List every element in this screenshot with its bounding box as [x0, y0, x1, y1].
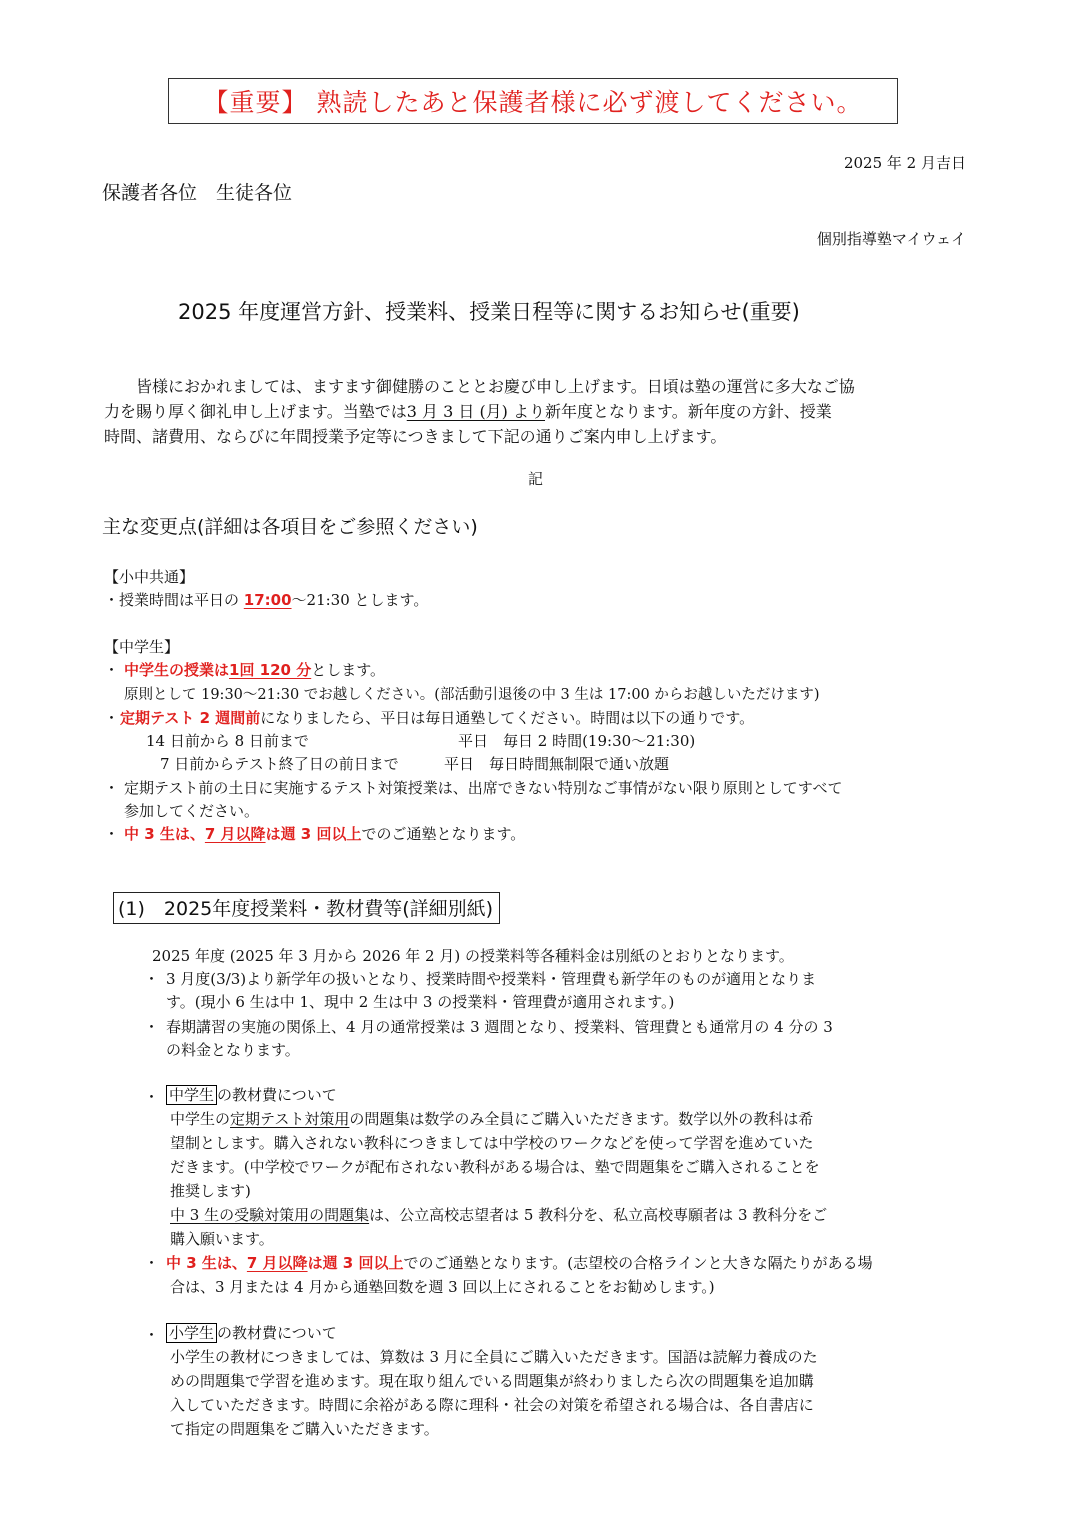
- jhs-l5-post: は、公立高校志望者は 5 教科分を、私立高校専願者は 3 教科分をご: [369, 1206, 828, 1224]
- new-year-date: 3 月 3 日 (月) より: [406, 402, 546, 421]
- important-banner: [168, 78, 898, 124]
- jhs-materials-mark: ・: [144, 1088, 160, 1106]
- schedule-row-2-value: 平日 毎日時間無制限で通い放題: [444, 755, 670, 773]
- jhs-bullet-2: [104, 707, 754, 728]
- els-materials-mark: ・: [144, 1326, 160, 1344]
- els-materials-title: [166, 1322, 337, 1343]
- els-materials-line-2: めの問題集で学習を進めます。現在取り組んでいる問題集が終わりましたら次の問題集を追加購: [170, 1372, 814, 1390]
- j3b-red-2: は週 3 回以上: [307, 1254, 404, 1272]
- jhs-box-label: 中学生: [166, 1085, 217, 1105]
- j3-bullet-mark: ・: [144, 1254, 160, 1272]
- jhs-lesson-post: とします。: [311, 661, 386, 679]
- common-label: 【小中共通】: [104, 568, 195, 586]
- jhs-bullet-2-post: になりましたら、平日は毎日通塾してください。時間は以下の通りです。: [260, 709, 755, 727]
- jhs-bullet-3: [104, 777, 843, 798]
- bullet-mark: ・: [104, 661, 120, 679]
- intro-line-2-pre: 力を賜り厚く御礼申し上げます。当塾では: [104, 402, 407, 421]
- j3-bullet-line-1: [166, 1252, 873, 1273]
- jhs-bullet-1: [104, 659, 385, 680]
- section-1-intro: 2025 年度 (2025 年 3 月から 2026 年 2 月) の授業料等各種料金は別紙のとおりとなります。: [152, 947, 794, 965]
- common-item: [104, 589, 428, 610]
- section-1-heading: (1) 2025年度授業料・教材費等(詳細別紙): [113, 892, 500, 924]
- s1-bullet-2-line-1: 春期講習の実施の関係上、4 月の通常授業は 3 週間となり、授業料、管理費とも通常月の 4 分の 3: [166, 1018, 833, 1036]
- jhs-l1-pre: 中学生の: [170, 1110, 231, 1128]
- test-two-weeks: 定期テスト 2 週間前: [120, 709, 261, 727]
- jhs-materials-line-6: 購入願います。: [170, 1230, 274, 1248]
- els-materials-title-text: の教材費について: [217, 1324, 337, 1342]
- s1-bullet-1-line-1: 3 月度(3/3)より新学年の扱いとなり、授業時間や授業料・管理費も新学年のものが適用となりま: [166, 970, 817, 988]
- s1-bullet-2-line-2: の料金となります。: [166, 1041, 300, 1059]
- common-item-post: 〜21:30 とします。: [291, 591, 429, 609]
- jhs-materials-line-5: [170, 1204, 827, 1225]
- intro-line-1: 皆様におかれましては、ますます御健勝のこととお慶び申し上げます。日頃は塾の運営に多大なご協: [136, 377, 855, 396]
- jhs-materials-line-3: だきます。(中学校でワークが配布されない教科がある場合は、塾で問題集をご購入されることを: [170, 1158, 820, 1176]
- changes-heading: 主な変更点(詳細は各項目をご参照ください): [102, 516, 478, 538]
- els-box-label: 小学生: [166, 1323, 217, 1343]
- j3b-post: でのご通塾となります。(志望校の合格ラインと大きな隔たりがある場: [403, 1254, 873, 1272]
- j3-july: 7 月以降: [204, 825, 266, 843]
- ki-mark: 記: [528, 470, 544, 488]
- jhs-bullet-1-sub: 原則として 19:30〜21:30 でお越しください。(部活動引退後の中 3 生は 17:00 からお越しいただけます): [124, 687, 820, 703]
- document-date: 2025 年 2 月吉日: [843, 154, 966, 172]
- sender: 個別指導塾マイウェイ: [816, 230, 966, 248]
- jhs-bullet-3-line-1: 定期テスト前の土日に実施するテスト対策授業は、出席できない特別なご事情がない限り原則としてすべて: [124, 779, 843, 797]
- els-materials-line-1: 小学生の教材につきましては、算数は 3 月に全員にご購入いただきます。国語は読解力養成のた: [170, 1348, 818, 1366]
- jhs-lesson-length: 1回 120 分: [229, 661, 312, 679]
- jhs-bullet-3-line-2: 参加してください。: [124, 802, 260, 820]
- s1-bullet-1-line-2: す。(現小 6 生は中 1、現中 2 生は中 3 の授業料・管理費が適用されます。): [166, 993, 675, 1011]
- s1-bullet-1-mark: ・: [144, 970, 160, 988]
- jhs-l1-post: の問題集は数学のみ全員にご購入いただきます。数学以外の教科は希: [349, 1110, 814, 1128]
- intro-line-3: 時間、諸費用、ならびに年間授業予定等につきまして下記の通りご案内申し上げます。: [104, 427, 727, 446]
- els-materials-line-4: て指定の問題集をご購入いただきます。: [170, 1420, 439, 1438]
- jhs-materials-line-2: 望制とします。購入されない教科につきましては中学校のワークなどを使って学習を進めていた: [170, 1134, 814, 1152]
- j3-red-2: は週 3 回以上: [265, 825, 362, 843]
- bullet-mark: ・: [104, 779, 120, 797]
- j3-red-1: 中 3 生は、: [124, 825, 205, 843]
- jhs-l1-ul: 定期テスト対策用: [230, 1110, 350, 1128]
- schedule-row-1-value: 平日 毎日 2 時間(19:30〜21:30): [458, 732, 696, 750]
- start-time: 17:00: [243, 591, 292, 609]
- jhs-materials-title-text: の教材費について: [217, 1086, 337, 1104]
- schedule-row-2-label: 7 日前からテスト終了日の前日まで: [160, 755, 399, 773]
- schedule-row-1-label: 14 日前から 8 日前まで: [146, 732, 309, 750]
- intro-line-2-post: 新年度となります。新年度の方針、授業: [545, 402, 832, 421]
- j3-post: でのご通塾となります。: [361, 825, 526, 843]
- addressee: 保護者各位 生徒各位: [102, 182, 293, 204]
- banner-text: 【重要】 熟読したあと保護者様に必ず渡してください。: [203, 88, 863, 117]
- jhs-materials-line-1: [170, 1108, 813, 1129]
- jhs-materials-title: [166, 1084, 337, 1105]
- bullet-mark: ・: [104, 709, 120, 727]
- s1-bullet-2-mark: ・: [144, 1018, 160, 1036]
- j3-bullet-line-2: 合は、3 月または 4 月から通塾回数を週 3 回以上にされることをお勧めします。): [170, 1278, 715, 1296]
- jhs-l5-ul: 中 3 生の受験対策用の問題集: [170, 1206, 370, 1224]
- j3b-july: 7 月以降: [246, 1254, 308, 1272]
- intro-line-2: [104, 399, 832, 422]
- j3b-red-1: 中 3 生は、: [166, 1254, 247, 1272]
- jhs-materials-line-4: 推奨します): [170, 1182, 251, 1200]
- bullet-mark: ・: [104, 825, 120, 843]
- jhs-bullet-4: [104, 823, 525, 844]
- jhs-label: 【中学生】: [104, 638, 180, 656]
- jhs-lesson-red: 中学生の授業は: [124, 661, 230, 679]
- els-materials-line-3: 入していただきます。時間に余裕がある際に理科・社会の対策を希望される場合は、各自書店に: [170, 1396, 814, 1414]
- page-title: 2025 年度運営方針、授業料、授業日程等に関するお知らせ(重要): [178, 300, 800, 324]
- common-item-pre: ・授業時間は平日の: [104, 591, 244, 609]
